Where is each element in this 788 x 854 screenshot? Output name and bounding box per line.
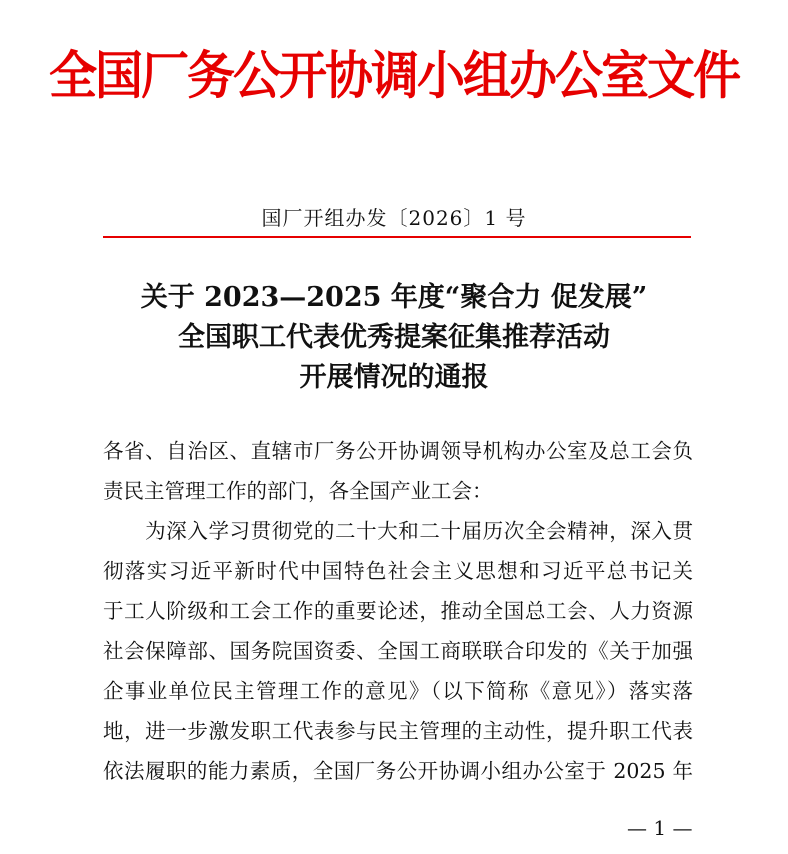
title-line: 开展情况的通报 [299,362,489,393]
body-line: 企事业单位民主管理工作的意见》（以下简称《意见》）落实落 [103,679,693,703]
red-divider-line [103,236,691,238]
body-line: 为深入学习贯彻党的二十大和二十届历次全会精神，深入贯 [103,519,693,543]
body-line: 彻落实习近平新时代中国特色社会主义思想和习近平总书记关 [103,559,693,583]
issuer-masthead: 全国厂务公开协调小组办公室文件 [48,46,739,107]
body-line: 各省、自治区、直辖市厂务公开协调领导机构办公室及总工会负 [103,439,693,463]
body-line: 于工人阶级和工会工作的重要论述，推动全国总工会、人力资源 [103,599,693,623]
document-body [103,431,693,791]
document-number: 国厂开组办发〔2026〕1 号 [261,206,527,230]
body-line: 社会保障部、国务院国资委、全国工商联联合印发的《关于加强 [103,639,693,663]
title-line: 关于 2023—2025 年度“聚合力 促发展” [140,282,648,313]
body-line: 责民主管理工作的部门，各全国产业工会： [103,479,493,503]
body-line: 地，进一步激发职工代表参与民主管理的主动性，提升职工代表 [103,719,693,743]
body-line: 依法履职的能力素质，全国厂务公开协调小组办公室于 2025 年 [103,759,693,783]
document-title [0,278,788,398]
title-line: 全国职工代表优秀提案征集推荐活动 [178,322,610,353]
page-number: — 1 — [627,816,693,840]
